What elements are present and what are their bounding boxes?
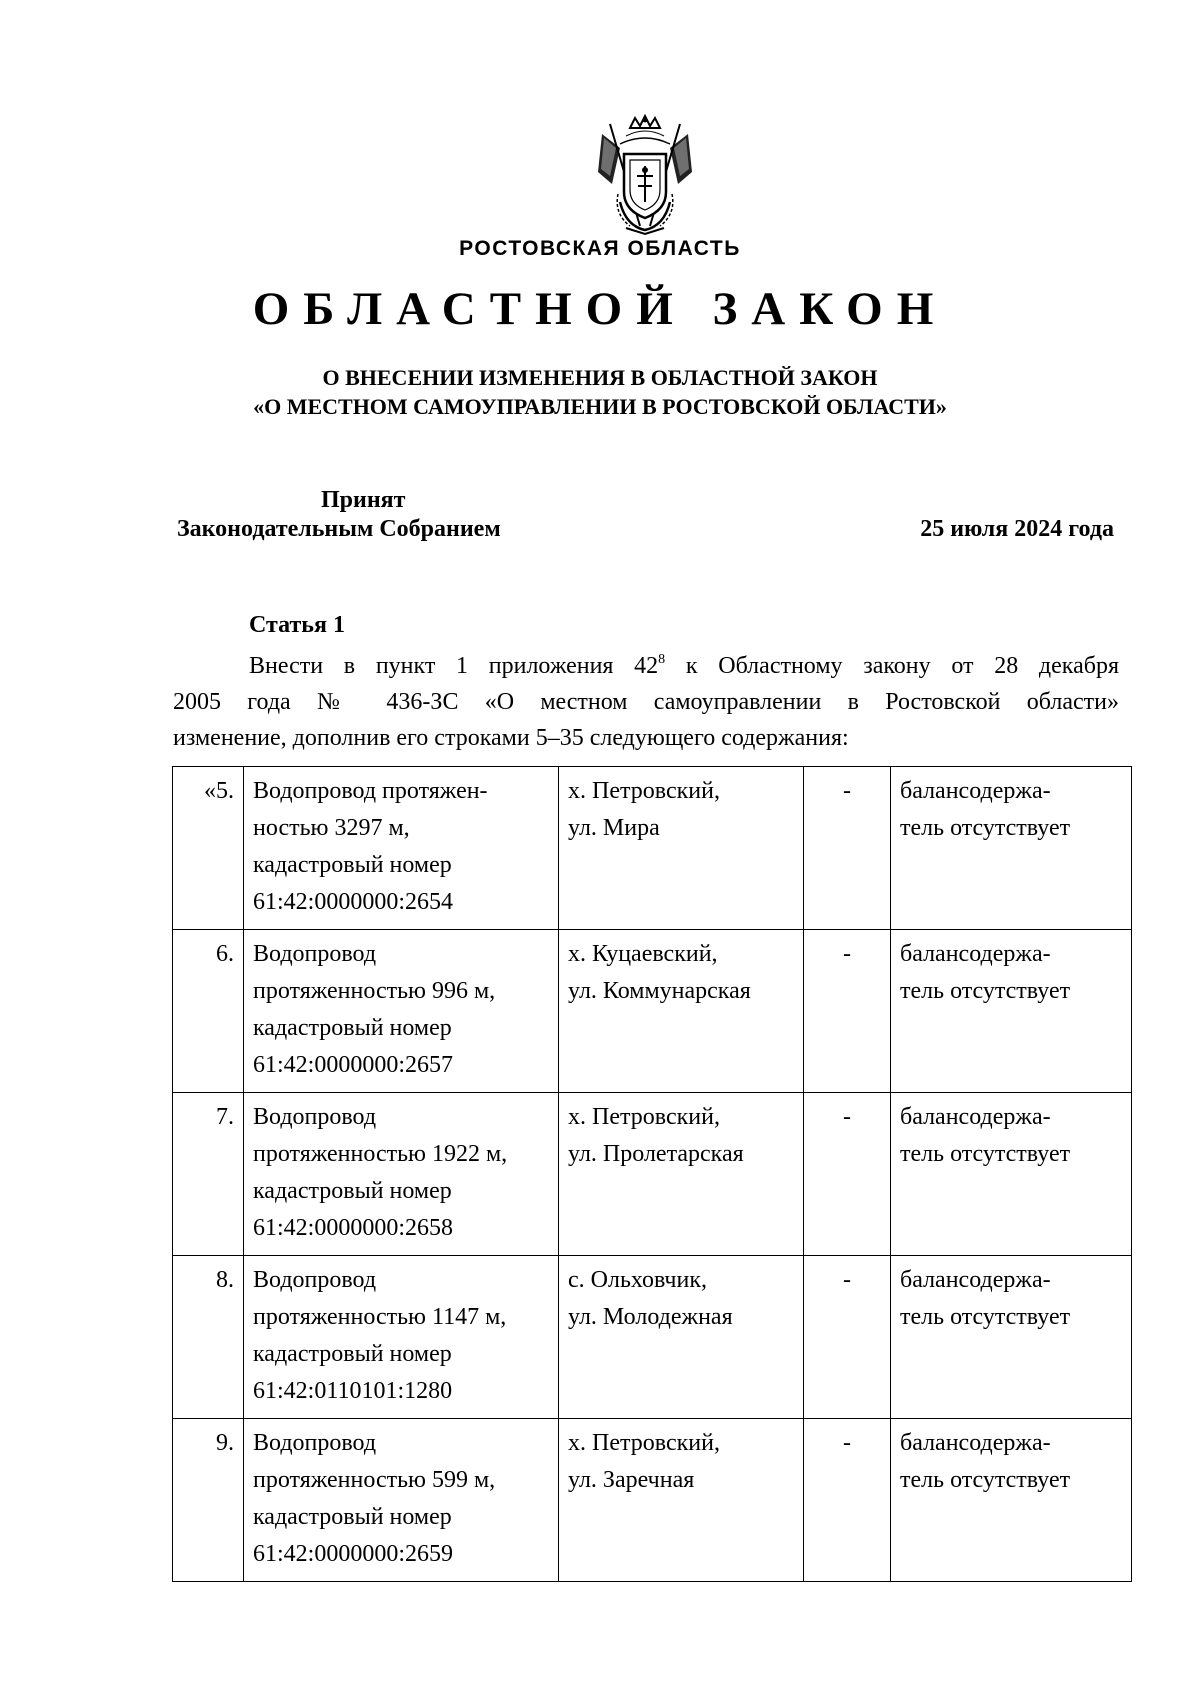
- object-name-cell-line: кадастровый номер: [253, 1178, 452, 1204]
- address-cell-line: ул. Пролетарская: [568, 1141, 744, 1167]
- balance-holder-cell-line: тель отсутствует: [900, 1304, 1071, 1330]
- adopted-by-label: Законодательным Собранием: [177, 516, 501, 542]
- balance-holder-cell-line: тель отсутствует: [900, 815, 1071, 841]
- law-subtitle-line2: «О МЕСТНОМ САМОУПРАВЛЕНИИ В РОСТОВСКОЙ ОБЛАСТИ»: [253, 394, 947, 419]
- object-name-cell-line: кадастровый номер: [253, 1341, 452, 1367]
- object-name-cell: [244, 1419, 559, 1582]
- address-cell-line: х. Куцаевский,: [568, 941, 718, 967]
- object-name-cell-line: кадастровый номер: [253, 1015, 452, 1041]
- dash-cell: -: [804, 1093, 891, 1256]
- balance-holder-cell: [891, 1256, 1132, 1419]
- table-row: [173, 1419, 1132, 1582]
- balance-holder-cell-line: тель отсутствует: [900, 978, 1071, 1004]
- balance-holder-cell: [891, 930, 1132, 1093]
- address-cell: [559, 1093, 804, 1256]
- row-number-cell: 7.: [173, 1093, 244, 1256]
- address-cell: [559, 930, 804, 1093]
- object-name-cell-line: кадастровый номер: [253, 1504, 452, 1530]
- objects-table-body: [173, 767, 1132, 1582]
- adopted-label: Принят: [321, 487, 406, 513]
- object-name-cell-line: протяженностью 996 м,: [253, 978, 496, 1004]
- object-name-cell-line: 61:42:0000000:2658: [253, 1215, 454, 1241]
- region-name: РОСТОВСКАЯ ОБЛАСТЬ: [459, 237, 741, 260]
- address-cell-line: ул. Коммунарская: [568, 978, 751, 1004]
- object-name-cell: [244, 1256, 559, 1419]
- object-name-cell-line: протяженностью 1147 м,: [253, 1304, 507, 1330]
- address-cell-line: х. Петровский,: [568, 1430, 720, 1456]
- object-name-cell-line: Водопровод: [253, 1430, 377, 1456]
- object-name-cell-line: Водопровод: [253, 1104, 377, 1130]
- address-cell-line: х. Петровский,: [568, 778, 720, 804]
- balance-holder-cell: [891, 1419, 1132, 1582]
- object-name-cell-line: Водопровод протяжен-: [253, 778, 488, 804]
- row-number-cell: «5.: [173, 767, 244, 930]
- object-name-cell-line: 61:42:0110101:1280: [253, 1378, 453, 1404]
- object-name-cell-line: 61:42:0000000:2654: [253, 889, 454, 915]
- article-paragraph-line2: 2005 года № 436-ЗС «О местном самоуправлении в Ростовской области»: [173, 689, 1119, 715]
- balance-holder-cell-line: балансодержа-: [900, 1430, 1051, 1456]
- row-number-cell: 9.: [173, 1419, 244, 1582]
- object-name-cell: [244, 1093, 559, 1256]
- object-name-cell-line: кадастровый номер: [253, 852, 452, 878]
- article-paragraph-line1: [173, 653, 1119, 680]
- object-name-cell: [244, 767, 559, 930]
- balance-holder-cell-line: балансодержа-: [900, 1267, 1051, 1293]
- law-subtitle-line1: О ВНЕСЕНИИ ИЗМЕНЕНИЯ В ОБЛАСТНОЙ ЗАКОН: [322, 365, 878, 390]
- address-cell-line: ул. Мира: [568, 815, 660, 841]
- object-name-cell-line: протяженностью 599 м,: [253, 1467, 496, 1493]
- object-name-cell-line: протяженностью 1922 м,: [253, 1141, 508, 1167]
- object-name-cell-line: Водопровод: [253, 941, 377, 967]
- object-name-cell: [244, 930, 559, 1093]
- superscript-index: 8: [658, 652, 666, 667]
- article-title: Статья 1: [249, 612, 345, 638]
- balance-holder-cell-line: тель отсутствует: [900, 1141, 1071, 1167]
- table-row: [173, 767, 1132, 930]
- balance-holder-cell-line: тель отсутствует: [900, 1467, 1071, 1493]
- article-text-part1: Внести в пункт 1 приложения 42: [249, 653, 659, 679]
- balance-holder-cell: [891, 1093, 1132, 1256]
- object-name-cell-line: ностью 3297 м,: [253, 815, 410, 841]
- table-row: [173, 1093, 1132, 1256]
- table-row: [173, 1256, 1132, 1419]
- law-type-title: ОБЛАСТНОЙ ЗАКОН: [252, 283, 948, 335]
- dash-cell: -: [804, 767, 891, 930]
- balance-holder-cell-line: балансодержа-: [900, 941, 1051, 967]
- objects-table: [172, 766, 1132, 1582]
- balance-holder-cell: [891, 767, 1132, 930]
- address-cell: [559, 1419, 804, 1582]
- address-cell-line: ул. Молодежная: [568, 1304, 733, 1330]
- adoption-date: 25 июля 2024 года: [920, 516, 1114, 542]
- row-number-cell: 6.: [173, 930, 244, 1093]
- table-row: [173, 930, 1132, 1093]
- address-cell: [559, 1256, 804, 1419]
- article-text-part2: к Областному закону от 28 декабря: [665, 653, 1119, 679]
- object-name-cell-line: 61:42:0000000:2659: [253, 1541, 454, 1567]
- object-name-cell-line: Водопровод: [253, 1267, 377, 1293]
- row-number-cell: 8.: [173, 1256, 244, 1419]
- dash-cell: -: [804, 930, 891, 1093]
- dash-cell: -: [804, 1419, 891, 1582]
- address-cell-line: с. Ольховчик,: [568, 1267, 707, 1293]
- coat-of-arms-emblem: [590, 114, 700, 236]
- address-cell-line: ул. Заречная: [568, 1467, 695, 1493]
- object-name-cell-line: 61:42:0000000:2657: [253, 1052, 454, 1078]
- address-cell: [559, 767, 804, 930]
- balance-holder-cell-line: балансодержа-: [900, 1104, 1051, 1130]
- article-paragraph-line3: изменение, дополнив его строками 5–35 следующего содержания:: [173, 725, 849, 751]
- balance-holder-cell-line: балансодержа-: [900, 778, 1051, 804]
- dash-cell: -: [804, 1256, 891, 1419]
- address-cell-line: х. Петровский,: [568, 1104, 720, 1130]
